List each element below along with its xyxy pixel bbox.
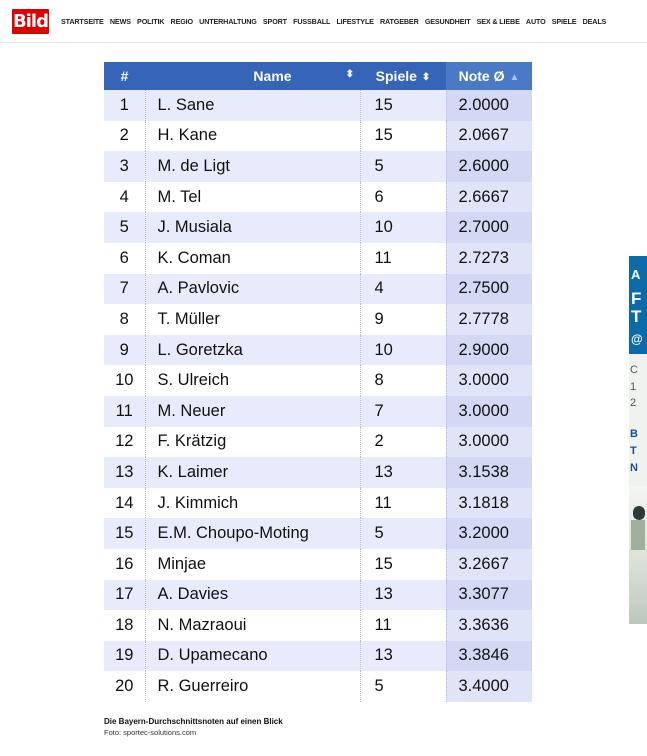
cell-player-name: Minjae: [145, 549, 360, 580]
cell-average-grade: 2.7500: [446, 274, 532, 305]
ad-heading-line: T: [631, 307, 642, 326]
table-row: [104, 90, 532, 121]
cell-games: 13: [360, 580, 446, 611]
cell-average-grade: 2.6667: [446, 182, 532, 213]
sort-both-icon[interactable]: ⬍: [345, 69, 354, 80]
cell-average-grade: 3.1818: [446, 488, 532, 519]
column-header-name[interactable]: Name ⬍: [145, 62, 360, 90]
table-row: [104, 212, 532, 243]
photo-credit: Foto: sportec-solutions.com: [104, 728, 197, 737]
cell-average-grade: 3.3636: [446, 610, 532, 641]
nav-item-gesundheit[interactable]: GESUNDHEIT: [424, 17, 471, 26]
nav-item-lifestyle[interactable]: LIFESTYLE: [336, 17, 374, 26]
site-header: [0, 0, 647, 43]
cell-games: 15: [360, 549, 446, 580]
nav-item-ratgeber[interactable]: RATGEBER: [380, 17, 419, 26]
cell-games: 13: [360, 641, 446, 672]
nav-item-sex-liebe[interactable]: SEX & LIEBE: [476, 17, 520, 26]
ad-link-line[interactable]: N: [630, 462, 638, 474]
ad-heading-line: A: [631, 267, 641, 282]
cell-rank: 6: [104, 243, 145, 274]
nav-item-spiele[interactable]: SPIELE: [551, 17, 577, 26]
cell-rank: 9: [104, 335, 145, 366]
nav-item-fussball[interactable]: FUSSBALL: [293, 17, 331, 26]
column-header-spiele[interactable]: Spiele ⬍: [360, 62, 446, 90]
cell-player-name: K. Coman: [145, 243, 360, 274]
nav-item-deals[interactable]: DEALS: [582, 17, 607, 26]
nav-item-regio[interactable]: REGIO: [170, 17, 193, 26]
cell-player-name: M. Tel: [145, 182, 360, 213]
column-header-number: #: [104, 62, 145, 90]
cell-average-grade: 3.0000: [446, 396, 532, 427]
cell-player-name: R. Guerreiro: [145, 671, 360, 702]
cell-player-name: T. Müller: [145, 304, 360, 335]
table-row: [104, 610, 532, 641]
cell-average-grade: 2.0000: [446, 90, 532, 121]
column-header-note[interactable]: Note Ø ▲: [446, 62, 532, 90]
table-row: [104, 549, 532, 580]
cell-player-name: M. Neuer: [145, 396, 360, 427]
table-row: [104, 304, 532, 335]
cell-player-name: E.M. Choupo-Moting: [145, 518, 360, 549]
cell-rank: 20: [104, 671, 145, 702]
cell-games: 4: [360, 274, 446, 305]
cell-games: 2: [360, 427, 446, 458]
cell-rank: 19: [104, 641, 145, 672]
cell-games: 5: [360, 518, 446, 549]
table-row: [104, 121, 532, 152]
cell-player-name: F. Krätzig: [145, 427, 360, 458]
cell-rank: 16: [104, 549, 145, 580]
cell-games: 11: [360, 243, 446, 274]
cell-player-name: N. Mazraoui: [145, 610, 360, 641]
cell-rank: 4: [104, 182, 145, 213]
cell-player-name: L. Goretzka: [145, 335, 360, 366]
ad-image: [629, 486, 647, 624]
cell-average-grade: 3.3846: [446, 641, 532, 672]
cell-average-grade: 2.7273: [446, 243, 532, 274]
main-navigation: [61, 15, 612, 29]
cell-average-grade: 2.7778: [446, 304, 532, 335]
nav-item-sport[interactable]: SPORT: [262, 17, 287, 26]
table-row: [104, 335, 532, 366]
cell-player-name: H. Kane: [145, 121, 360, 152]
table-row: [104, 580, 532, 611]
nav-item-auto[interactable]: AUTO: [525, 17, 546, 26]
cell-games: 8: [360, 365, 446, 396]
cell-average-grade: 3.4000: [446, 671, 532, 702]
ad-banner-heading: [629, 256, 647, 354]
cell-rank: 11: [104, 396, 145, 427]
cell-player-name: S. Ulreich: [145, 365, 360, 396]
cell-rank: 1: [104, 90, 145, 121]
cell-games: 6: [360, 182, 446, 213]
table-row: [104, 182, 532, 213]
table-row: [104, 274, 532, 305]
table-row: [104, 457, 532, 488]
cell-rank: 14: [104, 488, 145, 519]
ad-link-line[interactable]: T: [630, 445, 637, 457]
table-header-row: [104, 62, 532, 90]
cell-rank: 7: [104, 274, 145, 305]
cell-average-grade: 2.9000: [446, 335, 532, 366]
table-row: [104, 365, 532, 396]
table-caption: [104, 716, 283, 738]
nav-item-news[interactable]: NEWS: [109, 17, 131, 26]
cell-rank: 2: [104, 121, 145, 152]
cell-player-name: J. Musiala: [145, 212, 360, 243]
ad-link-line[interactable]: B: [630, 428, 638, 440]
caption-title: Die Bayern-Durchschnittsnoten auf einen Blick: [104, 717, 283, 726]
ad-text-line: C: [630, 364, 638, 376]
side-advertisement[interactable]: [629, 256, 647, 624]
cell-player-name: L. Sane: [145, 90, 360, 121]
table-row: [104, 396, 532, 427]
table-row: [104, 518, 532, 549]
cell-rank: 13: [104, 457, 145, 488]
cell-average-grade: 3.0000: [446, 365, 532, 396]
nav-item-unterhaltung[interactable]: UNTERHALTUNG: [199, 17, 257, 26]
cell-games: 13: [360, 457, 446, 488]
table-row: [104, 243, 532, 274]
cell-average-grade: 2.7000: [446, 212, 532, 243]
cell-player-name: A. Pavlovic: [145, 274, 360, 305]
cell-average-grade: 3.2667: [446, 549, 532, 580]
cell-player-name: A. Davies: [145, 580, 360, 611]
cell-average-grade: 3.1538: [446, 457, 532, 488]
cell-player-name: J. Kimmich: [145, 488, 360, 519]
table-row: [104, 488, 532, 519]
cell-games: 10: [360, 212, 446, 243]
table-row: [104, 151, 532, 182]
cell-rank: 5: [104, 212, 145, 243]
cell-games: 15: [360, 121, 446, 152]
table-row: [104, 427, 532, 458]
cell-games: 10: [360, 335, 446, 366]
sort-ascending-icon[interactable]: ▲: [509, 72, 520, 83]
cell-games: 9: [360, 304, 446, 335]
cell-average-grade: 3.0000: [446, 427, 532, 458]
cell-average-grade: 2.6000: [446, 151, 532, 182]
cell-games: 7: [360, 396, 446, 427]
cell-rank: 8: [104, 304, 145, 335]
cell-rank: 15: [104, 518, 145, 549]
table-row: [104, 671, 532, 702]
cell-player-name: M. de Ligt: [145, 151, 360, 182]
cell-rank: 12: [104, 427, 145, 458]
ad-heading-line: F: [631, 289, 642, 308]
cell-average-grade: 3.2000: [446, 518, 532, 549]
bayern-averages-table: [104, 62, 532, 702]
cell-games: 15: [360, 90, 446, 121]
cell-player-name: D. Upamecano: [145, 641, 360, 672]
ad-text-line: 1: [630, 381, 637, 393]
cell-average-grade: 3.3077: [446, 580, 532, 611]
cell-games: 11: [360, 610, 446, 641]
nav-item-startseite[interactable]: STARTSEITE: [61, 17, 104, 26]
cell-games: 5: [360, 671, 446, 702]
cell-rank: 17: [104, 580, 145, 611]
bild-logo[interactable]: Bild: [13, 11, 48, 32]
sort-both-icon[interactable]: ⬍: [421, 72, 431, 83]
ad-heading-line: @: [631, 332, 643, 346]
cell-player-name: K. Laimer: [145, 457, 360, 488]
nav-item-politik[interactable]: POLITIK: [137, 17, 165, 26]
cell-games: 5: [360, 151, 446, 182]
cell-rank: 10: [104, 365, 145, 396]
cell-games: 11: [360, 488, 446, 519]
cell-average-grade: 2.0667: [446, 121, 532, 152]
table-row: [104, 641, 532, 672]
ad-text-line: 2: [630, 397, 637, 409]
averages-table-container: [104, 62, 532, 702]
cell-rank: 18: [104, 610, 145, 641]
cell-rank: 3: [104, 151, 145, 182]
